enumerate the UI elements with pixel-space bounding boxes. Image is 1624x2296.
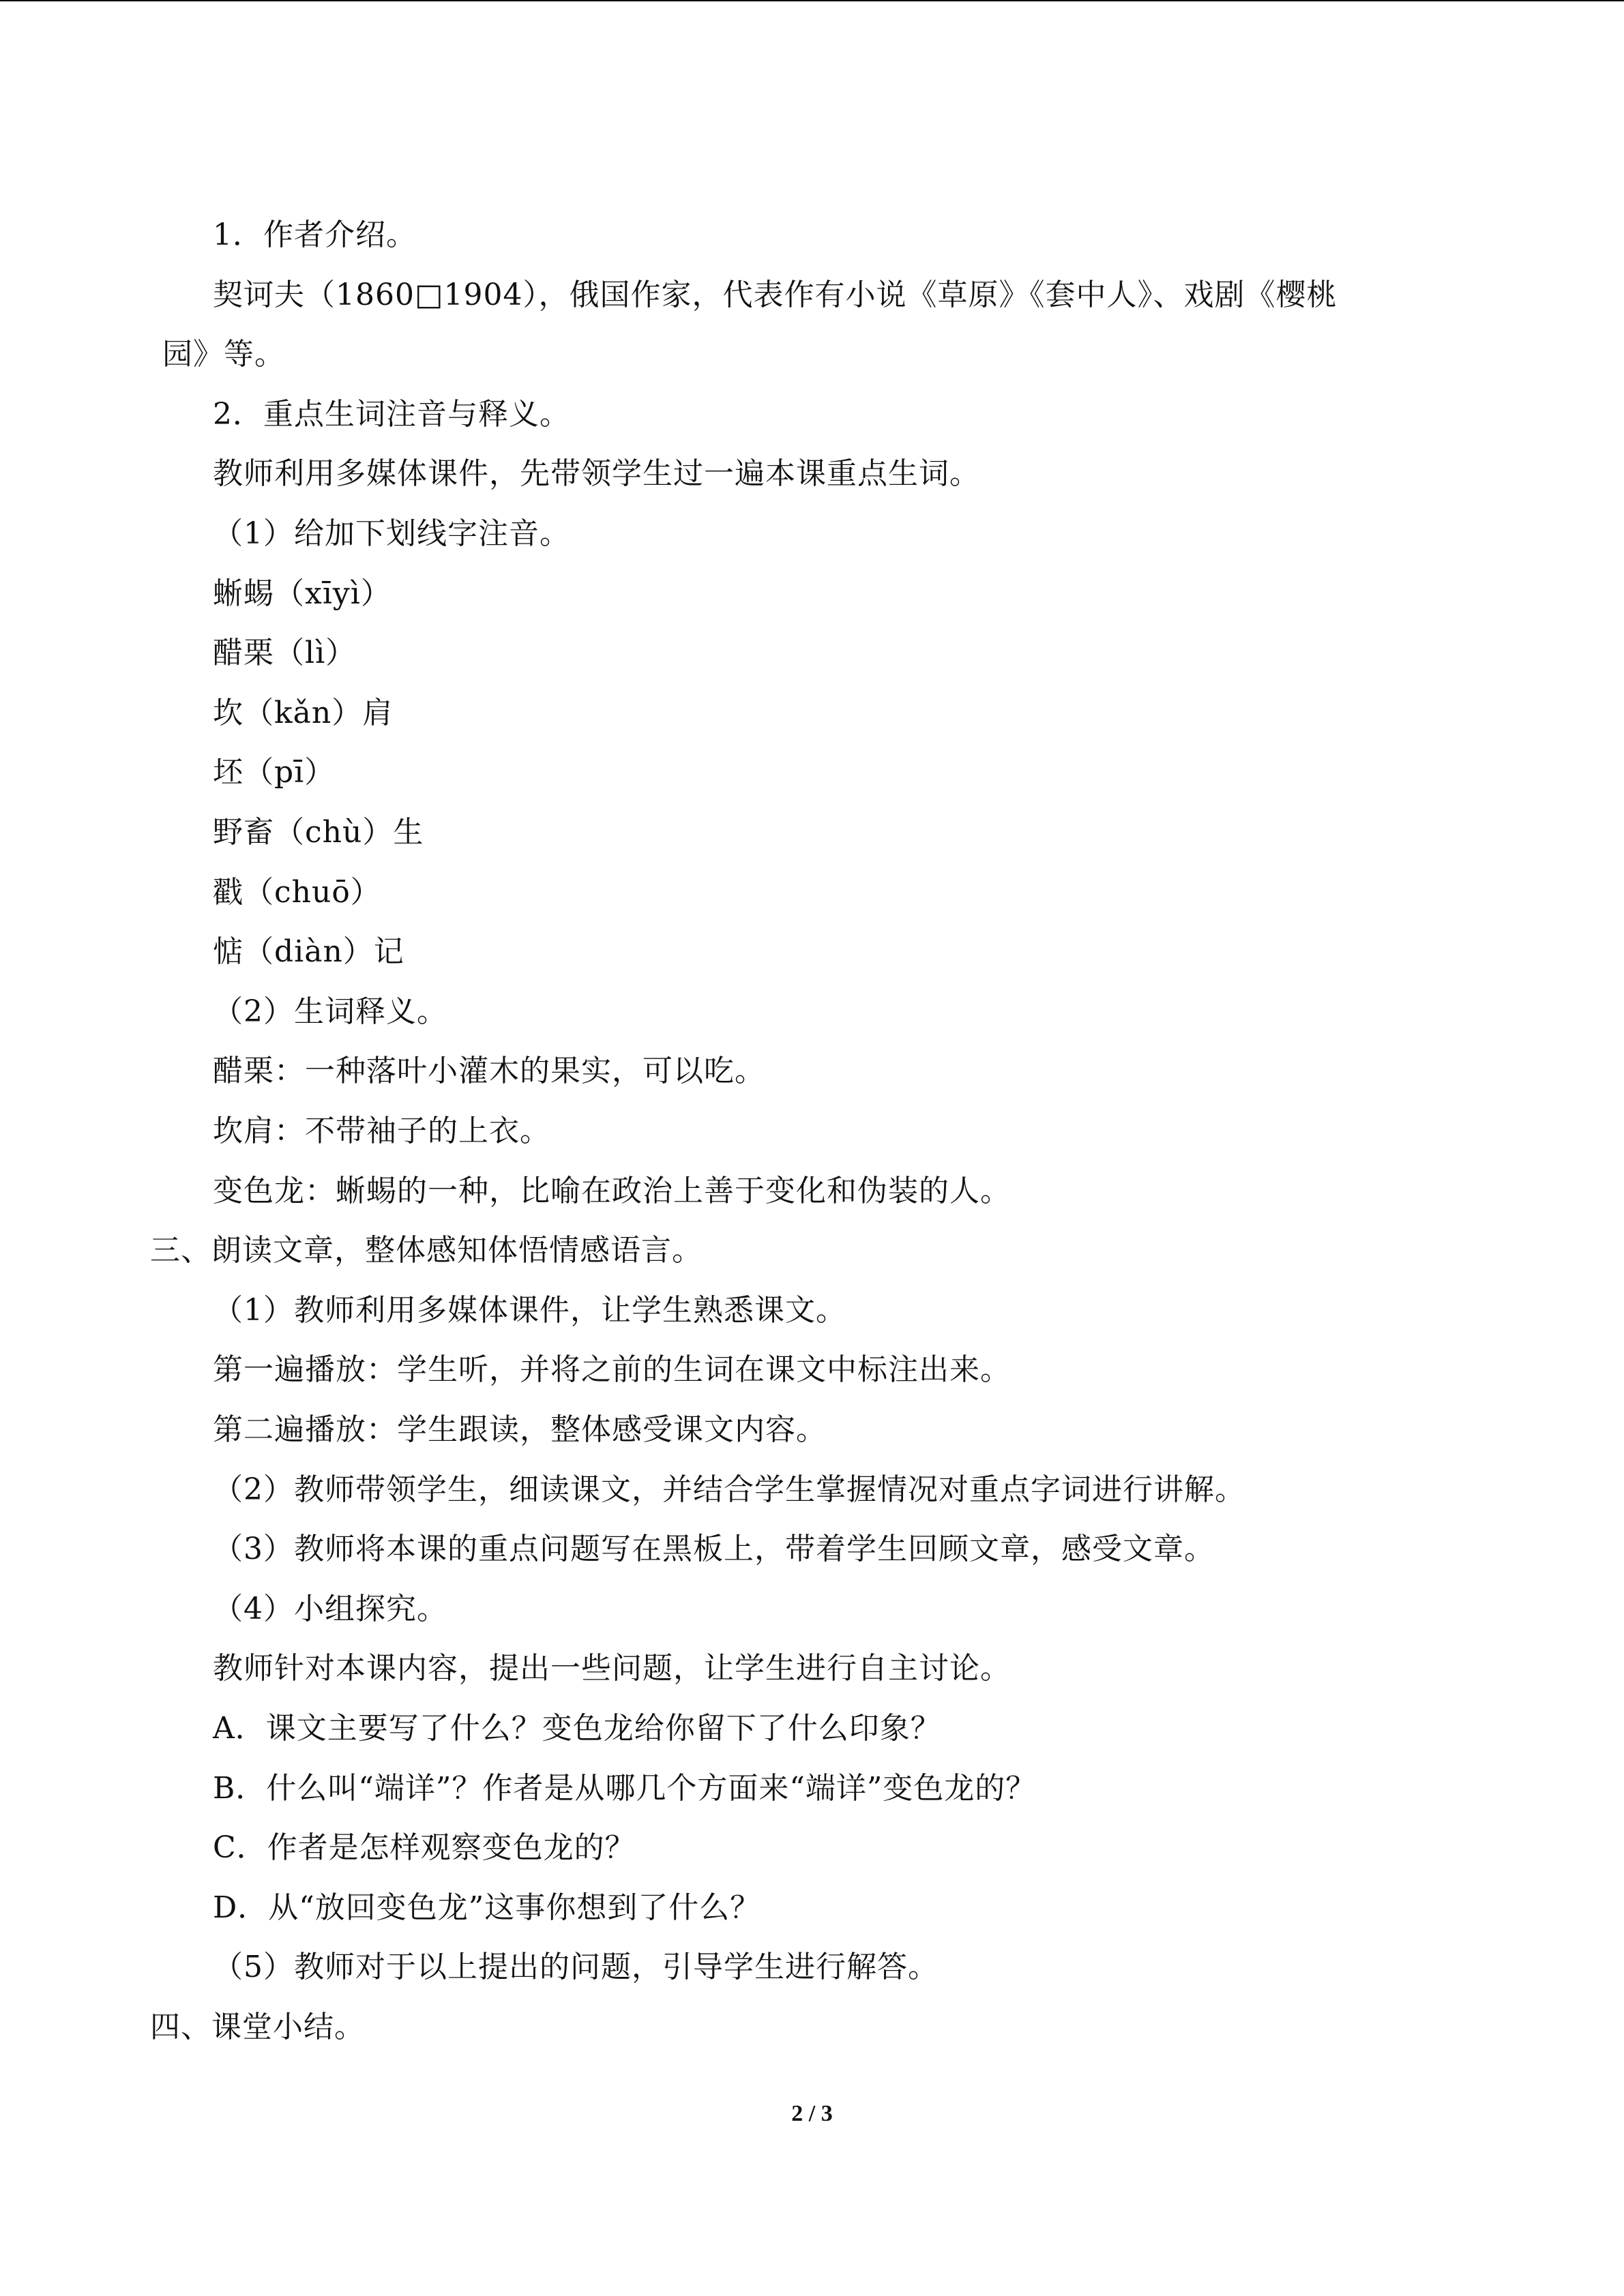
vocab-item: 野畜（chù）生 <box>213 815 424 850</box>
page-number: 2 / 3 <box>791 2101 833 2126</box>
section-heading-vocab: 2．重点生词注音与释义。 <box>213 397 570 432</box>
paragraph-line: 园》等。 <box>162 337 285 372</box>
vocab-item: 惦（diàn）记 <box>213 934 404 969</box>
paragraph-line: 教师针对本课内容，提出一些问题，让学生进行自主讨论。 <box>213 1651 1011 1686</box>
paragraph-line: 契诃夫（1860□1904），俄国作家，代表作有小说《草原》《套中人》、戏剧《樱桃 <box>213 278 1338 312</box>
definition-item: 变色龙：蜥蜴的一种，比喻在政治上善于变化和伪装的人。 <box>213 1174 1011 1208</box>
vocab-item: 蜥蜴（xīyì） <box>213 576 392 611</box>
section-heading-author: 1．作者介绍。 <box>213 218 417 252</box>
definition-item: 醋栗：一种落叶小灌木的果实，可以吃。 <box>213 1054 765 1088</box>
paragraph-line: （3）教师将本课的重点问题写在黑板上，带着学生回顾文章，感受文章。 <box>213 1532 1215 1566</box>
vocab-item: 坯（pī） <box>213 755 336 790</box>
subheading-line: （2）生词释义。 <box>213 994 447 1029</box>
paragraph-line: （2）教师带领学生，细读课文，并结合学生掌握情况对重点字词进行讲解。 <box>213 1472 1245 1507</box>
vocab-item: 醋栗（lì） <box>213 636 357 670</box>
definition-item: 坎肩：不带袖子的上衣。 <box>213 1114 550 1148</box>
vocab-item: 戳（chuō） <box>213 875 381 910</box>
question-item: D．从“放回变色龙”这事你想到了什么？ <box>213 1890 761 1925</box>
paragraph-line: （5）教师对于以上提出的问题，引导学生进行解答。 <box>213 1950 939 1984</box>
paragraph-line: （1）教师利用多媒体课件，让学生熟悉课文。 <box>213 1293 846 1328</box>
question-item: A．课文主要写了什么？变色龙给你留下了什么印象？ <box>213 1711 941 1746</box>
paragraph-line: 第一遍播放：学生听，并将之前的生词在课文中标注出来。 <box>213 1352 1011 1387</box>
paragraph-line: 教师利用多媒体课件，先带领学生过一遍本课重点生词。 <box>213 456 980 491</box>
section-heading-summary: 四、课堂小结。 <box>150 2010 365 2044</box>
paragraph-line: 第二遍播放：学生跟读，整体感受课文内容。 <box>213 1412 827 1447</box>
question-item: C．作者是怎样观察变色龙的？ <box>213 1830 636 1865</box>
subheading-line: （1）给加下划线字注音。 <box>213 516 570 551</box>
vocab-item: 坎（kǎn）肩 <box>213 696 394 730</box>
section-heading-reading: 三、朗读文章，整体感知体悟情感语言。 <box>150 1233 703 1268</box>
paragraph-line: （4）小组探究。 <box>213 1592 447 1626</box>
question-item: B．什么叫“端详”？作者是从哪几个方面来“端详”变色龙的？ <box>213 1771 1037 1806</box>
